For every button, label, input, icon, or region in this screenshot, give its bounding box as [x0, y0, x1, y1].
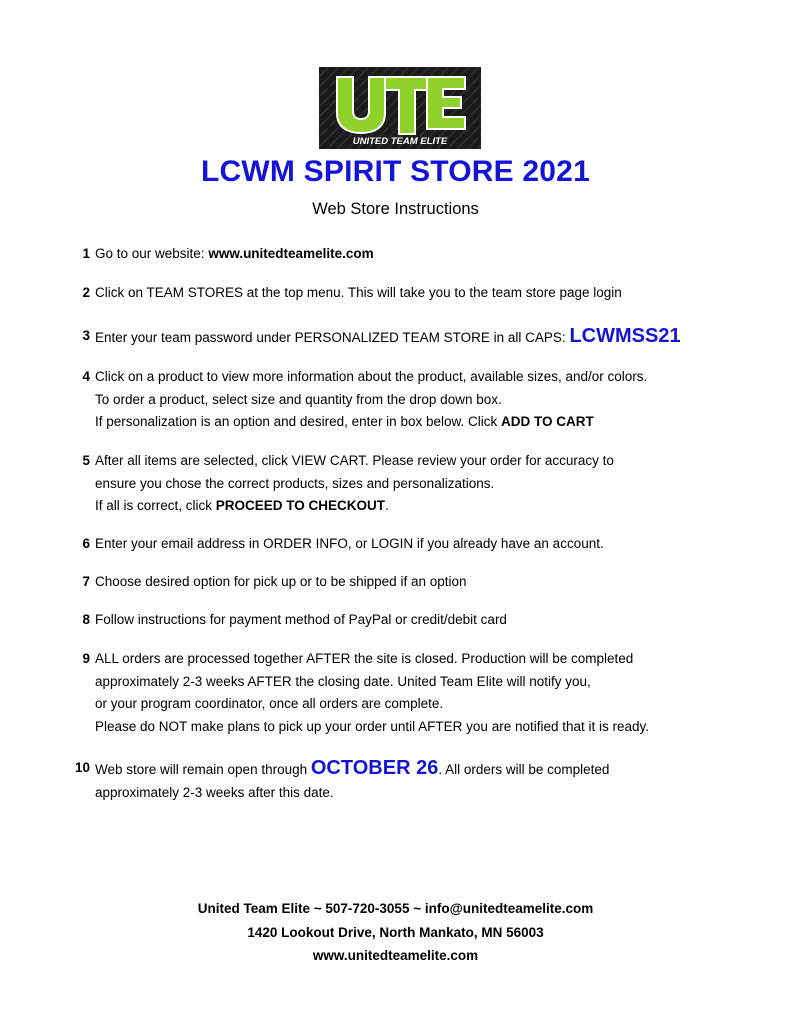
step-text: Choose desired option for pick up or to be shipped if an option	[95, 574, 467, 589]
page-title: LCWM SPIRIT STORE 2021	[201, 155, 590, 188]
step-text: . All orders will be completed	[438, 762, 610, 777]
step-number: 1	[82, 246, 90, 261]
step-text: Follow instructions for payment method of PayPal or credit/debit card	[95, 612, 507, 627]
footer-address-line: 1420 Lookout Drive, North Mankato, MN 56003	[247, 924, 544, 940]
step-text: If personalization is an option and desired, enter in box below. Click	[95, 414, 501, 429]
proceed-to-checkout-label: PROCEED TO CHECKOUT	[215, 498, 386, 513]
page-subtitle: Web Store Instructions	[312, 200, 479, 218]
logo-graphic	[319, 67, 481, 149]
footer-website-link[interactable]: www.unitedteamelite.com	[312, 948, 479, 963]
step-text: Click on a product to view more information about the product, available sizes, and/or colors.	[95, 369, 648, 384]
step-text: Enter your team password under PERSONALIZED TEAM STORE in all CAPS:	[95, 330, 570, 345]
step-text: Please do NOT make plans to pick up your order until AFTER you are notified that it is ready.	[95, 718, 650, 734]
step-number: 5	[82, 453, 90, 468]
step-number: 10	[74, 760, 90, 775]
step-text: If all is correct, click	[95, 498, 216, 513]
step-number: 9	[82, 651, 90, 666]
add-to-cart-label: ADD TO CART	[501, 414, 594, 429]
footer-contact-line: United Team Elite ~ 507-720-3055 ~ info@unitedteamelite.com	[197, 901, 594, 916]
step-number: 2	[82, 285, 90, 300]
united-team-elite-logo	[319, 67, 481, 149]
step-text: ALL orders are processed together AFTER the site is closed. Production will be completed	[95, 651, 634, 666]
step-number: 6	[82, 536, 90, 551]
step-text: approximately 2-3 weeks after this date.	[95, 784, 334, 800]
step-text: or your program coordinator, once all orders are complete.	[95, 696, 444, 711]
closing-date: OCTOBER 26	[310, 757, 439, 779]
step-text: ensure you chose the correct products, sizes and personalizations.	[95, 475, 495, 491]
team-password: LCWMSS21	[569, 325, 681, 347]
step-text: approximately 2-3 weeks AFTER the closing date. United Team Elite will notify you,	[95, 673, 591, 689]
logo-tagline: UNITED TEAM ELITE	[352, 136, 448, 147]
step-text: After all items are selected, click VIEW CART. Please review your order for accuracy to	[95, 453, 614, 468]
step-text: Click on TEAM STORES at the top menu. This will take you to the team store page login	[95, 285, 622, 300]
step-number: 8	[82, 612, 90, 627]
website-link[interactable]: www.unitedteamelite.com	[208, 246, 374, 261]
step-number: 4	[82, 369, 90, 384]
contact-footer	[0, 897, 791, 968]
step-text: Go to our website:	[95, 246, 209, 261]
step-text: Web store will remain open through	[95, 762, 311, 777]
step-text: Enter your email address in ORDER INFO, or LOGIN if you already have an account.	[95, 536, 604, 551]
step-text: .	[385, 498, 389, 513]
step-number: 3	[82, 328, 90, 343]
step-text: To order a product, select size and quantity from the drop down box.	[95, 391, 502, 407]
step-number: 7	[82, 574, 90, 589]
